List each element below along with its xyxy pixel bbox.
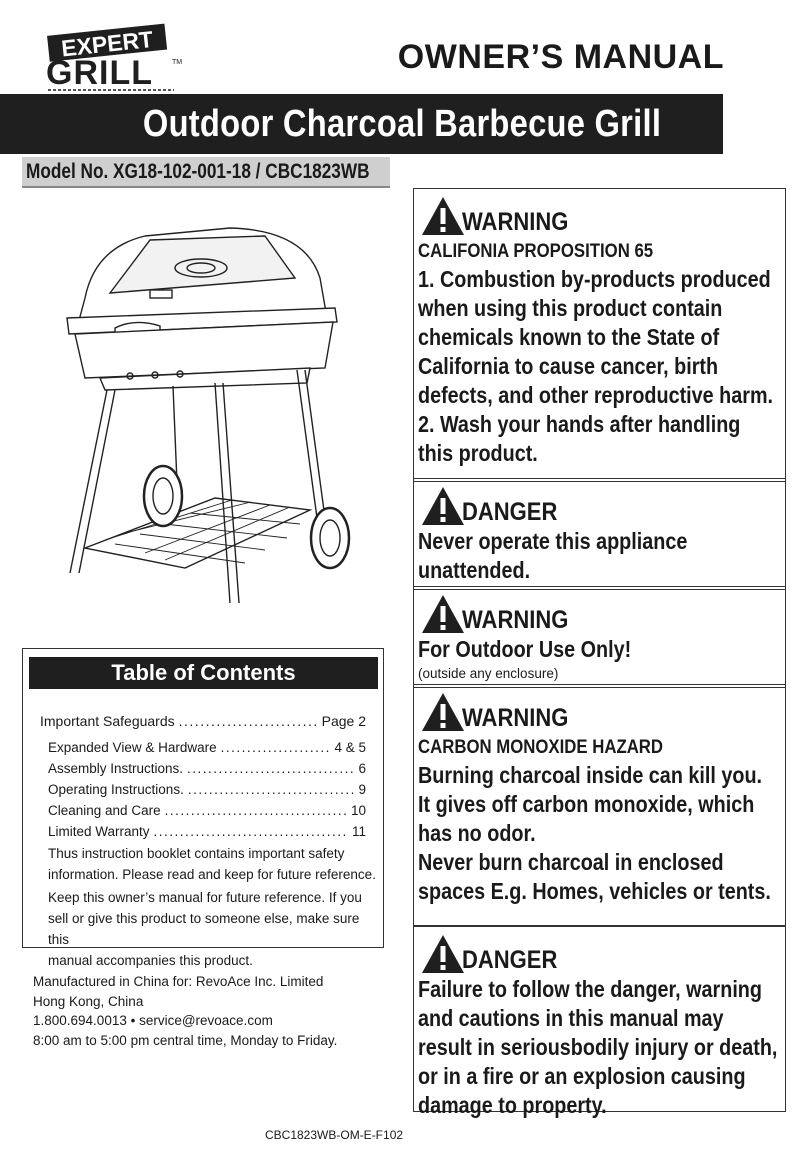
model-number: Model No. XG18-102-001-18 / CBC1823WB (26, 160, 370, 183)
warning-subtitle: CALIFONIA PROPOSITION 65 (418, 240, 654, 262)
toc-entry: Expanded View & Hardware ..... 4 & 5 (48, 740, 366, 755)
danger-heading: DANGER (462, 498, 558, 526)
toc-entry: Assembly Instructions. ..... 6 (48, 761, 366, 776)
warning-heading: WARNING (462, 606, 569, 634)
warning-triangle-icon (420, 195, 466, 237)
warning-note: (outside any enclosure) (418, 666, 559, 681)
toc-note: Thus instruction booklet contains important safety information. Please read and keep for future reference. (48, 846, 376, 882)
manufacturer-info: Manufactured in China for: RevoAce Inc. Limited Hong Kong, China 1.800.694.0013 • service@revoace.com 8:00 am to 5:00 pm central time, Monday to Friday. (33, 974, 338, 1048)
warning-outdoor-box: WARNING For Outdoor Use Only! (outside any enclosure) (413, 586, 786, 688)
product-title: Outdoor Charcoal Barbecue Grill (142, 103, 662, 145)
danger-heading: DANGER (462, 946, 558, 974)
toc-note: Keep this owner’s manual for future reference. If you sell or give this product to someone else, make sure this manual accompanies this product. (48, 890, 362, 968)
warning-heading: WARNING (462, 208, 569, 236)
warning-triangle-icon (420, 933, 466, 975)
warning-co-box: WARNING CARBON MONOXIDE HAZARD Burning charcoal inside can kill you. It gives off carbon monoxide, which has no odor. Never burn charcoal in enclosed spaces E.g. Homes, vehicles or tents. (413, 684, 786, 926)
warning-triangle-icon (420, 691, 466, 733)
danger-failure-box: DANGER Failure to follow the danger, warning and cautions in this manual may result in seriousbodily injury or death, or in a fire or an explosion causing damage to property. (413, 926, 786, 1112)
warning-prop65-box: WARNING CALIFONIA PROPOSITION 65 1. Combustion by-products produced when using this product contain chemicals known to the State of California to cause cancer, birth defects, and other reproductive harm. 2. Wash your hands after handling this product. (413, 188, 786, 482)
toc-title: Table of Contents (29, 657, 378, 689)
grill-illustration (55, 218, 355, 618)
owners-manual-title: OWNER’S MANUAL (397, 38, 724, 76)
document-code: CBC1823WB-OM-E-F102 (265, 1128, 404, 1142)
toc-entry: Limited Warranty ..... 11 (48, 824, 366, 839)
danger-unattended-box: DANGER Never operate this appliance unattended. (413, 478, 786, 590)
toc-entry: Important Safeguards ..... Page 2 (40, 713, 366, 729)
warning-heading: WARNING (462, 704, 569, 732)
warning-triangle-icon (420, 593, 466, 635)
svg-text:GRILL: GRILL (46, 54, 153, 92)
warning-subtitle: CARBON MONOXIDE HAZARD (418, 736, 664, 758)
svg-text:TM: TM (172, 59, 183, 66)
toc-entry: Operating Instructions. ..... 9 (48, 782, 366, 797)
warning-triangle-icon (420, 485, 466, 527)
expert-grill-logo (44, 22, 189, 94)
toc-entry: Cleaning and Care ..... 10 (48, 803, 366, 818)
svg-text:EXPERT: EXPERT (60, 25, 155, 62)
